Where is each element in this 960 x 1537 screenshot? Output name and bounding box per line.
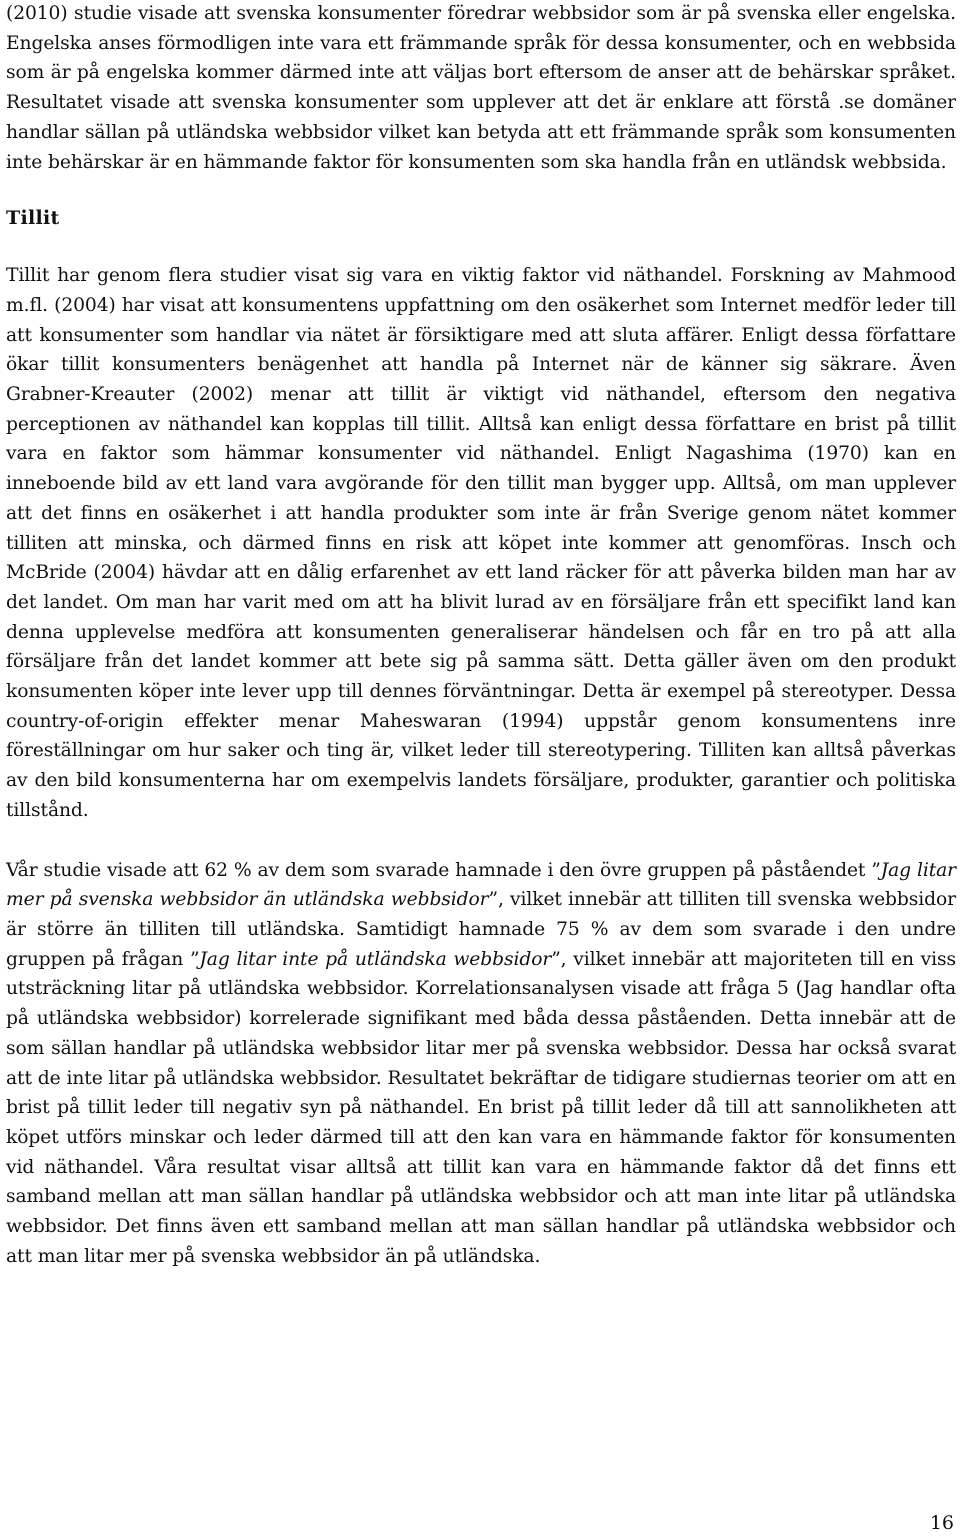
quote-statement-1: Jag litar mer på svenska webbsidor än utländska webbsidor	[6, 859, 956, 911]
paragraph-tillit: Tillit har genom flera studier visat sig vara en viktig faktor vid näthandel. Forskning av Mahmood m.fl. (2004) har visat att konsumentens uppfattning om den osäkerhet som Internet medför leder till att konsumenter som handlar via nätet är försiktigare med att sluta affärer. Enligt dessa författare ökar tillit konsumenters benägenhet att handla på Internet när de känner sig säkrare. Även Grabner-Kreauter (2002) menar att tillit är viktigt vid näthandel, eftersom den negativa perceptionen av näthandel kan kopplas till tillit. Alltså kan enligt dessa författare en brist på tillit vara en faktor som hämmar konsumenter vid näthandel. Enligt Nagashima (1970) kan en inneboende bild av ett land vara avgörande för den tillit man bygger upp. Alltså, om man upplever att det finns en osäkerhet i att handla produkter som inte är från Sverige genom nätet kommer tilliten att minska, och därmed finns en risk att köpet inte kommer att genomföras. Insch och McBride (2004) hävdar att en dålig erfarenhet av ett land räcker för att påverka bilden man har av det landet. Om man har varit med om att ha blivit lurad av en försäljare från ett specifikt land kan denna upplevelse medföra att konsumenten generaliserar händelsen och får en tro på att alla försäljare från det landet kommer att bete sig på samma sätt. Detta gäller även om den produkt konsumenten köper inte lever upp till dennes förväntningar. Detta är exempel på stereotyper. Dessa country-of-origin effekter menar Maheswaran (1994) uppstår genom konsumentens inre föreställningar om hur saker och ting är, vilket leder till stereotypering. Tilliten kan alltså påverkas av den bild konsumenterna har om exempelvis landets försäljare, produkter, garantier och politiska tillstånd.	[6, 265, 956, 821]
page-number: 16	[929, 1512, 954, 1534]
quote-statement-2: Jag litar inte på utländska webbsidor	[199, 948, 552, 970]
paragraph-intro: (2010) studie visade att svenska konsumenter föredrar webbsidor som är på svenska eller engelska. Engelska anses förmodligen inte vara ett främmande språk för dessa konsumenter, och en webbsida som är på engelska kommer därmed inte att väljas bort eftersom de anser att de behärskar språket. Resultatet visade att svenska konsumenter som upplever att det är enklare att förstå .se domäner handlar sällan på utländska webbsidor vilket kan betyda att ett främmande språk som konsumenten inte behärskar är en hämmande faktor för konsumenten som ska handla från en utländsk webbsida.	[6, 3, 956, 173]
results-text-part-c: ”, vilket innebär att majoriteten till en viss utsträckning litar på utländska webbsidor. Korrelationsanalysen visade att fråga 5 (Jag handlar ofta på utländska webbsidor) korrelerade signifikant med båda dessa påståenden. Detta innebär att de som sällan handlar på utländska webbsidor litar mer på svenska webbsidor. Dessa har också svarat att de inte litar på utländska webbsidor. Resultatet bekräftar de tidigare studiernas teorier om att en brist på tillit leder till negativ syn på näthandel. En brist på tillit leder då till att sannolikheten att köpet utförs minskar och leder därmed till att den kan vara en hämmande faktor för konsumenten vid näthandel. Våra resultat visar alltså att tillit kan vara en hämmande faktor då det finns ett samband mellan att man sällan handlar på utländska webbsidor och att man inte litar på utländska webbsidor. Det finns även ett samband mellan att man sällan handlar på utländska webbsidor och att man litar mer på svenska webbsidor än på utländska.	[6, 948, 956, 1267]
results-text-part-b: ”, vilket innebär att tilliten till svenska webbsidor är större än tilliten till utländska. Samtidigt hamnade 75 % av dem som svarade i den undre gruppen på frågan ”	[6, 889, 956, 970]
results-text-part-a: Vår studie visade att 62 % av dem som svarade hamnade i den övre gruppen på påståendet ”	[6, 859, 881, 881]
paragraph-results	[6, 856, 956, 1272]
document-page	[6, 0, 956, 1271]
section-heading-tillit: Tillit	[6, 207, 60, 230]
